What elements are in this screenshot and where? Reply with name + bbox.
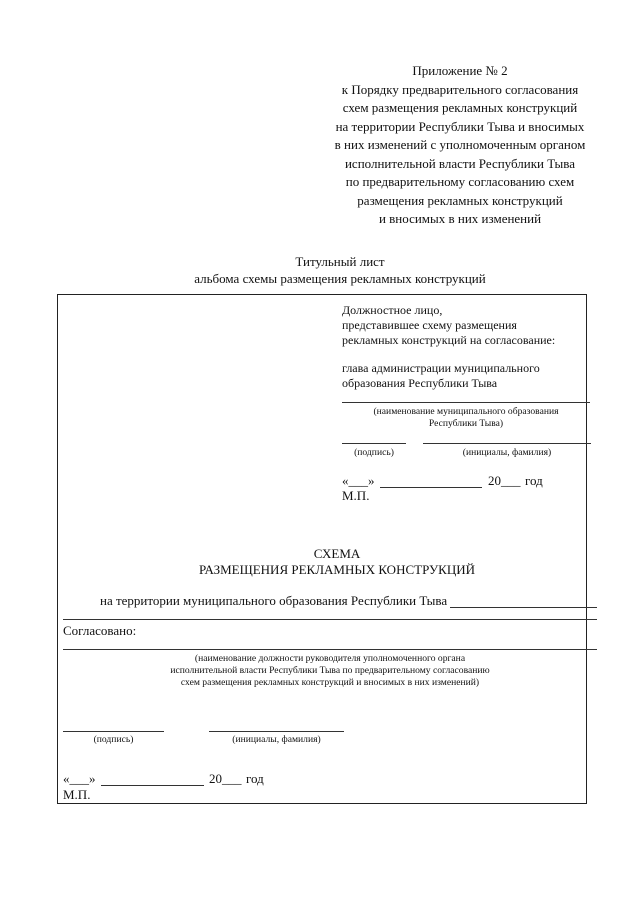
authority-date-year: 20___ xyxy=(209,771,242,786)
title-line-1: Титульный лист xyxy=(295,254,385,269)
scheme-heading-1: СХЕМА xyxy=(313,546,361,561)
authority-signature-caption: (подпись) xyxy=(93,734,134,745)
appendix-line: размещения рекламных конструкций xyxy=(357,192,563,208)
appendix-line: на территории Республики Тыва и вносимых xyxy=(335,118,585,134)
official-initials-line xyxy=(423,443,591,444)
authority-caption-2: исполнительной власти Республики Тыва по предварительному согласованию xyxy=(170,665,490,676)
appendix-line: и вносимых в них изменений xyxy=(378,211,542,226)
official-line-2: представившее схему размещения xyxy=(342,318,517,332)
official-date-month-line xyxy=(380,487,482,488)
official-signature-caption: (подпись) xyxy=(354,447,394,458)
authority-date-day: «___» xyxy=(63,771,96,786)
official-initials-caption: (инициалы, фамилия) xyxy=(462,447,552,458)
scheme-heading-2: РАЗМЕЩЕНИЯ РЕКЛАМНЫХ КОНСТРУКЦИЙ xyxy=(198,562,476,577)
authority-signature-line xyxy=(63,731,164,732)
appendix-line: в них изменений с уполномоченным органом xyxy=(334,137,586,152)
appendix-line: исполнительной власти Республики Тыва xyxy=(344,155,576,171)
official-position-2: образования Республики Тыва xyxy=(342,376,498,390)
authority-initials-line xyxy=(209,731,344,732)
official-stamp: М.П. xyxy=(342,488,370,503)
scheme-full-line xyxy=(63,619,597,620)
official-line-3: рекламных конструкций на согласование: xyxy=(342,333,556,347)
authority-position-line xyxy=(63,649,597,650)
official-line-1: Должностное лицо, xyxy=(342,303,443,317)
appendix-line: Приложение № 2 xyxy=(412,63,508,78)
document-title xyxy=(100,253,580,287)
municipality-line xyxy=(342,402,590,403)
municipality-caption-2: Республики Тыва) xyxy=(428,418,504,429)
scheme-territory: на территории муниципального образования Республики Тыва xyxy=(100,593,448,608)
title-line-2: альбома схемы размещения рекламных конструкций xyxy=(194,271,486,286)
municipality-caption-1: (наименование муниципального образования xyxy=(373,406,559,417)
authority-caption-1: (наименование должности руководителя уполномоченного органа xyxy=(194,653,466,664)
authority-date-month-line xyxy=(101,785,204,786)
appendix-line: по предварительному согласованию схем xyxy=(345,174,575,189)
appendix-line: схем размещения рекламных конструкций xyxy=(342,100,578,115)
official-date-year: 20___ xyxy=(488,473,521,488)
authority-initials-caption: (инициалы, фамилия) xyxy=(232,734,321,745)
official-position-1: глава администрации муниципального xyxy=(342,361,540,375)
official-signature-line xyxy=(342,443,406,444)
authority-caption-3: схем размещения рекламных конструкций и вносимых в них изменений) xyxy=(180,677,480,688)
appendix-line: к Порядку предварительного согласования xyxy=(341,81,579,97)
authority-stamp: М.П. xyxy=(63,787,91,802)
official-date-day: «___» xyxy=(342,473,375,488)
official-date-year-word: год xyxy=(525,473,543,488)
appendix-header xyxy=(300,62,620,229)
municipality-name-line xyxy=(450,607,597,608)
authority-date-year-word: год xyxy=(246,771,264,786)
agreed-label: Согласовано: xyxy=(63,623,137,638)
